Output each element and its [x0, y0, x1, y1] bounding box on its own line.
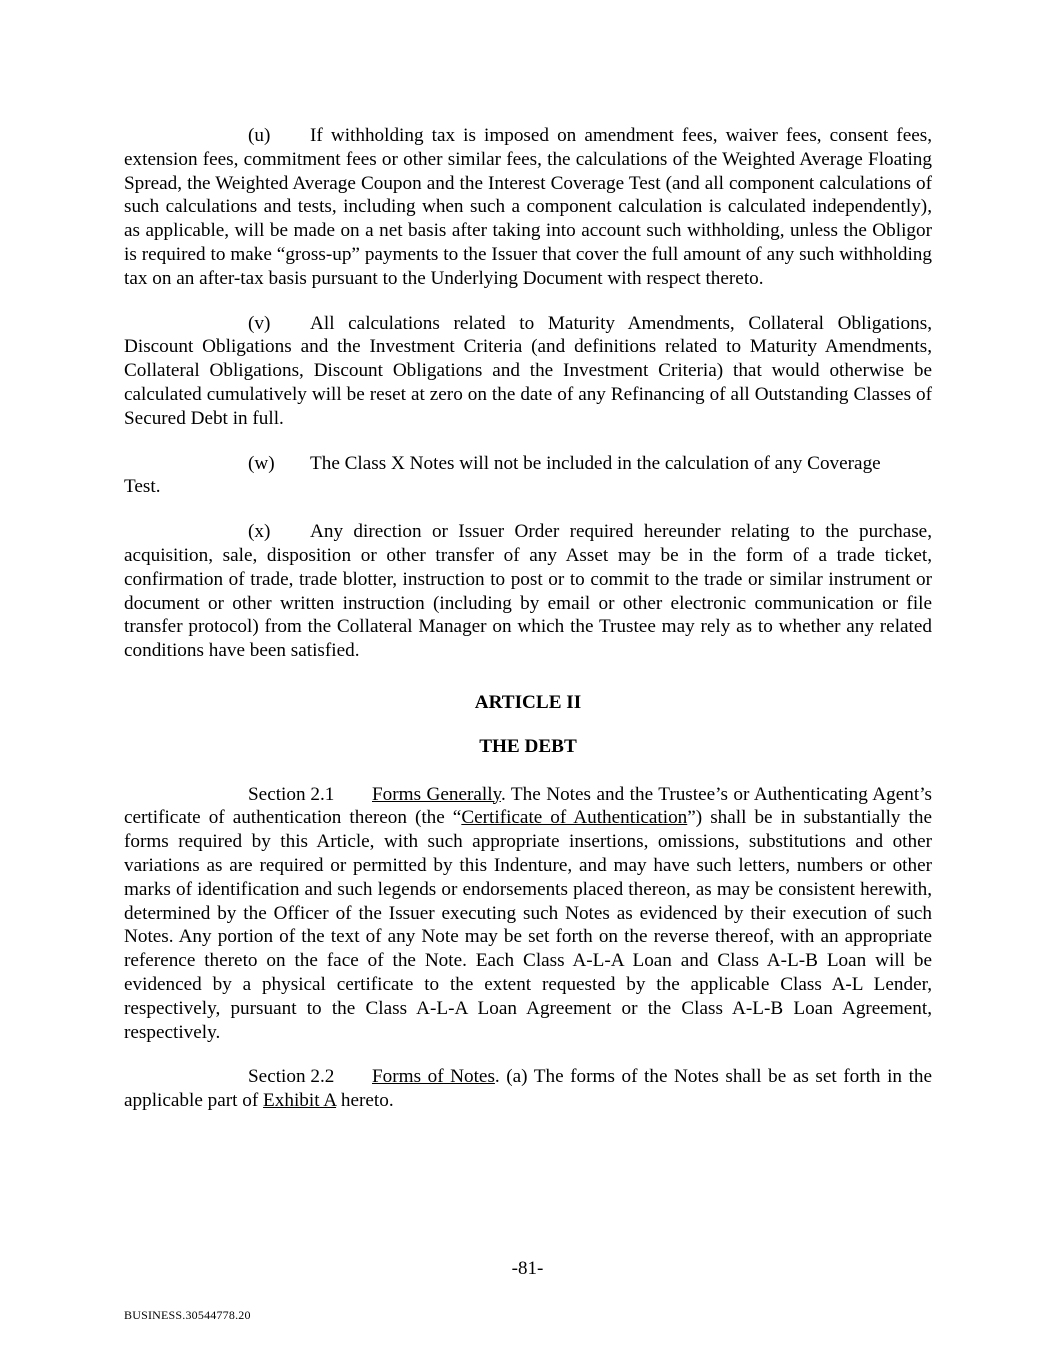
section-2-2-text-a: . (a) The forms of the Notes shall be as set forth in the applicable part of: [124, 1066, 933, 1112]
paragraph-w-text: The Class X Notes will not be included in the calculation of any Coverage: [310, 452, 881, 474]
exhibit-a-reference: Exhibit A: [263, 1090, 337, 1112]
paragraph-w-label: (w): [248, 452, 275, 474]
document-id: BUSINESS.30544778.20: [124, 1308, 251, 1322]
paragraph-u-label: (u): [248, 125, 271, 146]
paragraph-v-label: (v): [248, 312, 271, 334]
paragraph-v-text: All calculations related to Maturity Amendments, Collateral Obligations, Discount Obligations and the Investment Criteria (and definitions related to Maturity Amendments, Collateral Obligations, Discount Obligations and the Investment Criteria) that would otherwise be calculated cumulatively will be reset at zero on the date of any Refinancing of all Outstanding Classes of Secured Debt in full.: [124, 312, 932, 429]
section-2-1-number: Section 2.1: [248, 783, 335, 805]
section-2-1: [124, 783, 932, 1045]
paragraph-v: [124, 312, 932, 431]
defined-term-certificate: Certificate of Authentication: [461, 807, 688, 829]
section-2-2: [124, 1065, 932, 1113]
section-2-1-text-a: . The Notes and the Trustee’s or Authenticating Agent’s certificate of authentication thereon (the “: [124, 783, 932, 829]
section-2-1-heading: Forms Generally: [372, 783, 501, 805]
paragraph-w-continuation: Test.: [124, 476, 161, 498]
paragraph-u-text: If withholding tax is imposed on amendment fees, waiver fees, consent fees, extension fees, commitment fees or other similar fees, the calculations of the Weighted Average Floating Spread, the Weighted Average Coupon and the Interest Coverage Test (and all component calculations of such calculations and tests, including when such a component calculation is calculated independently), as applicable, will be made on a net basis after taking into account such withholding, unless the Obligor is required to make “gross-up” payments to the Issuer that cover the full amount of any such withholding tax on an after-tax basis pursuant to the Underlying Document with respect thereto.: [124, 125, 932, 289]
section-2-1-text-b: ”) shall be in substantially the forms required by this Article, with such appropriate insertions, omissions, substitutions and other variations as are required or permitted by this Indenture, and may have such letters, numbers or other marks of identification and such legends or endorsements placed thereon, as may be consistent herewith, determined by the Officer of the Issuer executing such Notes as evidenced by their execution of such Notes. Any portion of the text of any Note may be set forth on the reverse thereof, with an appropriate reference thereto on the face of the Note. Each Class A-L-A Loan and Class A-L-B Loan will be evidenced by a physical certificate to the extent requested by the applicable Class A-L Lender, respectively, pursuant to the Class A-L-A Loan Agreement or the Class A-L-B Loan Agreement, respectively.: [124, 807, 932, 1043]
paragraph-u: [124, 124, 932, 291]
page-number: -81-: [511, 1258, 544, 1279]
section-2-2-number: Section 2.2: [248, 1066, 335, 1088]
paragraph-x: [124, 520, 932, 663]
section-2-2-text-b: hereto.: [336, 1090, 394, 1112]
paragraph-x-text: Any direction or Issuer Order required hereunder relating to the purchase, acquisition, sale, disposition or other transfer of any Asset may be in the form of a trade ticket, confirmation of trade, trade blotter, instruction to post or to commit to the trade or similar instrument or document or other written instruction (including by email or other electronic communication or file transfer protocol) from the Collateral Manager on which the Trustee may rely as to whether any related conditions have been satisfied.: [124, 521, 932, 662]
paragraph-x-label: (x): [248, 521, 271, 543]
article-number: ARTICLE II: [474, 691, 582, 713]
article-title: THE DEBT: [479, 735, 577, 757]
paragraph-w: [124, 452, 932, 500]
section-2-2-heading: Forms of Notes: [372, 1066, 495, 1088]
document-body: [124, 124, 932, 1113]
